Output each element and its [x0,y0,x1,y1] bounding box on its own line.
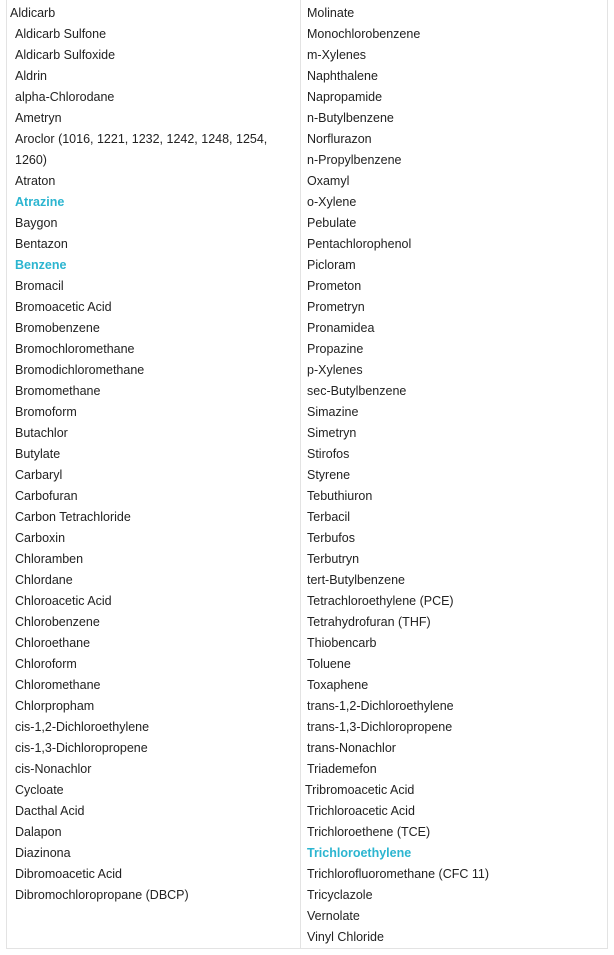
list-item-tetrachloroethylene-pce: Tetrachloroethylene (PCE) [307,594,454,608]
list-item-bentazon: Bentazon [15,237,68,251]
list-item-ametryn: Ametryn [15,111,62,125]
list-item-bromacil: Bromacil [15,279,64,293]
list-item-trans-nonachlor: trans-Nonachlor [307,741,396,755]
list-item-naphthalene: Naphthalene [307,69,378,83]
list-item-cycloate: Cycloate [15,783,64,797]
contaminant-table [6,0,608,949]
list-item-aldicarb-sulfoxide: Aldicarb Sulfoxide [15,48,116,62]
list-item-pebulate: Pebulate [307,216,357,230]
list-item-dalapon: Dalapon [15,825,62,839]
list-item-stirofos: Stirofos [307,447,350,461]
list-item-n-propylbenzene: n-Propylbenzene [307,153,402,167]
list-item-thiobencarb: Thiobencarb [307,636,377,650]
list-item-trichloroacetic-acid: Trichloroacetic Acid [307,804,415,818]
list-item-sec-butylbenzene: sec-Butylbenzene [307,384,407,398]
list-item-oxamyl: Oxamyl [307,174,350,188]
list-item-molinate: Molinate [307,6,355,20]
list-item-propazine: Propazine [307,342,364,356]
list-item-tricyclazole: Tricyclazole [307,888,373,902]
list-item-o-xylene: o-Xylene [307,195,357,209]
list-item-bromoform: Bromoform [15,405,77,419]
list-item-picloram: Picloram [307,258,356,272]
list-item-p-xylenes: p-Xylenes [307,363,363,377]
list-item-toxaphene: Toxaphene [307,678,369,692]
list-item-trans-1-2-dichloroethylene: trans-1,2-Dichloroethylene [307,699,454,713]
list-item-trans-1-3-dichloropropene: trans-1,3-Dichloropropene [307,720,453,734]
list-item-cis-1-2-dichloroethylene: cis-1,2-Dichloroethylene [15,720,150,734]
list-item-chloroethane: Chloroethane [15,636,91,650]
list-item-aroclor-1016-1221-1232-1242-1248-1254-1260: Aroclor (1016, 1221, 1232, 1242, 1248, 1254, 1260) [15,132,268,167]
list-item-terbufos: Terbufos [307,531,355,545]
list-item-aldicarb: Aldicarb [10,6,56,20]
list-item-napropamide: Napropamide [307,90,383,104]
list-item-simazine: Simazine [307,405,359,419]
list-item-chlorpropham: Chlorpropham [15,699,95,713]
list-item-tetrahydrofuran-thf: Tetrahydrofuran (THF) [307,615,431,629]
list-item-carbofuran: Carbofuran [15,489,78,503]
list-item-tribromoacetic-acid: Tribromoacetic Acid [305,783,415,797]
list-item-tebuthiuron: Tebuthiuron [307,489,373,503]
list-item-trichloroethene-tce: Trichloroethene (TCE) [307,825,431,839]
list-item-pentachlorophenol: Pentachlorophenol [307,237,412,251]
list-item-styrene: Styrene [307,468,351,482]
left-column [7,0,301,948]
list-item-atraton: Atraton [15,174,56,188]
list-item-chloroacetic-acid: Chloroacetic Acid [15,594,112,608]
list-item-aldrin: Aldrin [15,69,47,83]
list-item-cis-nonachlor: cis-Nonachlor [15,762,92,776]
list-item-carboxin: Carboxin [15,531,66,545]
list-item-prometryn: Prometryn [307,300,365,314]
list-item-chlorobenzene: Chlorobenzene [15,615,100,629]
list-item-dibromoacetic-acid: Dibromoacetic Acid [15,867,122,881]
list-item-baygon: Baygon [15,216,58,230]
list-item-monochlorobenzene: Monochlorobenzene [307,27,421,41]
list-item-terbutryn: Terbutryn [307,552,360,566]
list-item-chloroform: Chloroform [15,657,77,671]
list-item-diazinona: Diazinona [15,846,71,860]
list-item-norflurazon: Norflurazon [307,132,372,146]
right-column [301,0,607,948]
list-item-chloramben: Chloramben [15,552,84,566]
list-item-benzene[interactable]: Benzene [15,258,67,272]
list-item-carbon-tetrachloride: Carbon Tetrachloride [15,510,131,524]
list-item-trichlorofluoromethane-cfc-11: Trichlorofluoromethane (CFC 11) [307,867,490,881]
list-item-bromomethane: Bromomethane [15,384,101,398]
list-item-prometon: Prometon [307,279,362,293]
list-item-chloromethane: Chloromethane [15,678,101,692]
list-item-dibromochloropropane-dbcp: Dibromochloropropane (DBCP) [15,888,189,902]
list-item-trichloroethylene[interactable]: Trichloroethylene [307,846,412,860]
list-item-bromochloromethane: Bromochloromethane [15,342,135,356]
list-item-atrazine[interactable]: Atrazine [15,195,65,209]
list-item-triademefon: Triademefon [307,762,377,776]
list-item-terbacil: Terbacil [307,510,351,524]
list-item-pronamidea: Pronamidea [307,321,375,335]
list-item-dacthal-acid: Dacthal Acid [15,804,85,818]
list-item-bromoacetic-acid: Bromoacetic Acid [15,300,112,314]
list-item-butachlor: Butachlor [15,426,68,440]
list-item-bromodichloromethane: Bromodichloromethane [15,363,145,377]
list-item-chlordane: Chlordane [15,573,73,587]
list-item-vinyl-chloride: Vinyl Chloride [307,930,384,944]
list-item-aldicarb-sulfone: Aldicarb Sulfone [15,27,107,41]
list-item-toluene: Toluene [307,657,351,671]
list-item-carbaryl: Carbaryl [15,468,63,482]
list-item-butylate: Butylate [15,447,61,461]
list-item-alpha-chlorodane: alpha-Chlorodane [15,90,115,104]
list-item-n-butylbenzene: n-Butylbenzene [307,111,394,125]
list-item-simetryn: Simetryn [307,426,357,440]
list-item-m-xylenes: m-Xylenes [307,48,367,62]
list-item-vernolate: Vernolate [307,909,360,923]
list-item-cis-1-3-dichloropropene: cis-1,3-Dichloropropene [15,741,148,755]
list-item-bromobenzene: Bromobenzene [15,321,100,335]
list-item-tert-butylbenzene: tert-Butylbenzene [307,573,405,587]
